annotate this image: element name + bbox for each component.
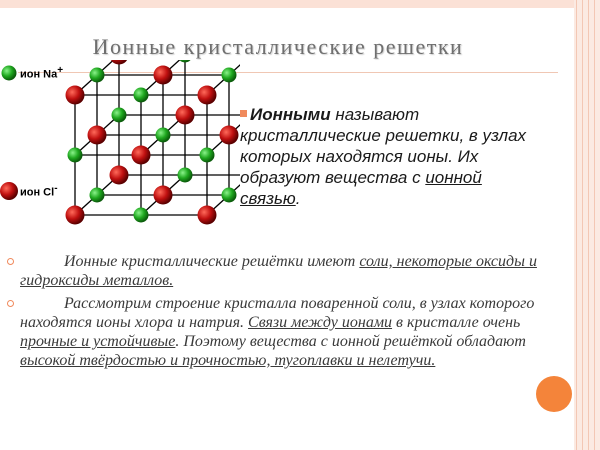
label-na-ion: ион Na+ xyxy=(20,65,64,81)
cl-ion-sphere xyxy=(198,86,217,105)
definition-callout: Ионными называют кристаллические решетки, в узлах которых находятся ионы. Их образуют вещества с ионной связью. xyxy=(240,105,527,208)
cl-ion-sphere xyxy=(110,60,129,65)
cl-ion-sphere xyxy=(220,126,239,145)
slide-title: Ионные кристаллические решетки xyxy=(92,34,464,59)
na-ion-sphere xyxy=(134,208,149,223)
paragraph-1: Ионные кристаллические решётки имеют соли, некоторые оксиды и гидроксиды металлов. xyxy=(20,253,537,289)
cl-ion-sphere xyxy=(176,106,195,125)
cl-ion-sphere xyxy=(88,126,107,145)
label-cl-ion: ион Cl- xyxy=(20,183,58,199)
cl-legend-sphere xyxy=(0,182,18,200)
square-bullet-icon xyxy=(240,110,247,117)
na-ion-sphere xyxy=(134,88,149,103)
na-ion-sphere xyxy=(222,188,237,203)
cl-ion-sphere xyxy=(198,206,217,225)
cl-ion-sphere xyxy=(110,166,129,185)
na-ion-sphere xyxy=(90,68,105,83)
na-ion-sphere xyxy=(200,148,215,163)
na-ion-sphere xyxy=(178,168,193,183)
paragraph-2: Рассмотрим строение кристалла поваренной соли, в узлах которого находятся ионы хлора и натрия. Связи между ионами в кристалле очень прочные и устойчивые. Поэтому вещества с ионной решёткой обладают высокой твёрдостью и прочностью, тугоплавки и нелетучи. xyxy=(20,295,535,369)
cl-ion-sphere xyxy=(132,146,151,165)
na-ion-sphere xyxy=(90,188,105,203)
circle-bullet-icon xyxy=(7,300,14,307)
na-ion-sphere xyxy=(222,68,237,83)
cl-ion-sphere xyxy=(66,206,85,225)
cl-ion-sphere xyxy=(154,66,173,85)
na-ion-sphere xyxy=(68,148,83,163)
na-legend-sphere xyxy=(2,66,17,81)
circle-bullet-icon xyxy=(7,258,14,265)
callout-bold-term: Ионными xyxy=(250,105,331,124)
na-ion-sphere xyxy=(156,128,171,143)
top-decor-band xyxy=(0,0,600,8)
cl-ion-sphere xyxy=(66,86,85,105)
decor-orange-circle xyxy=(536,376,572,412)
na-ion-sphere xyxy=(112,108,127,123)
callout-underlined-term: ионной связью xyxy=(240,168,482,208)
ionic-lattice-diagram xyxy=(0,60,240,240)
cl-ion-sphere xyxy=(154,186,173,205)
right-decor-stripes xyxy=(574,0,600,450)
